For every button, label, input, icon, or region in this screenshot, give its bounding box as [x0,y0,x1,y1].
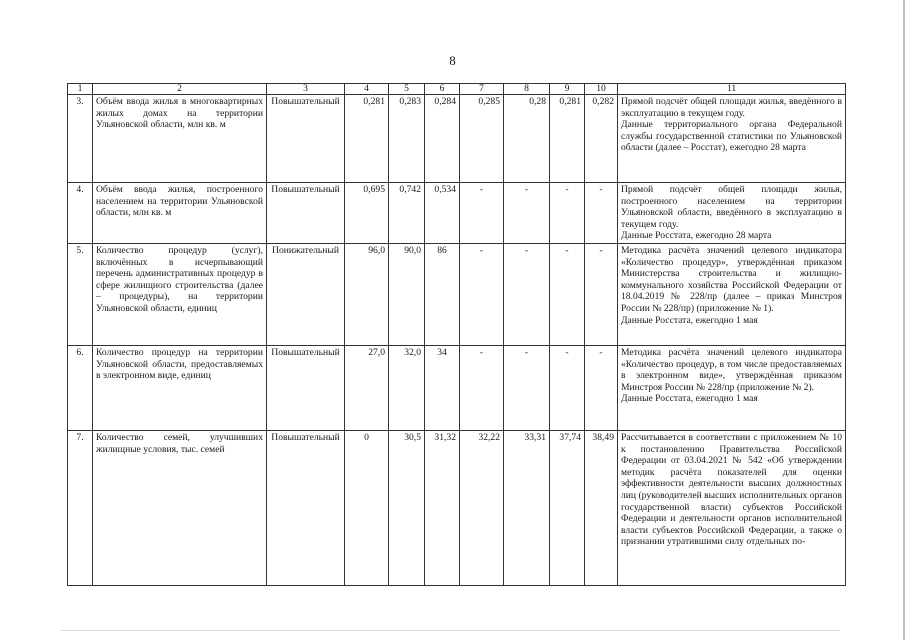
value-cell: 0,283 [389,95,425,183]
indicator-name: Объём ввода жилья, построенного населением на территории Ульяновской области, млн кв. м [93,183,267,244]
header-cell: 9 [550,84,585,95]
value-cell: - [460,183,504,244]
indicator-name: Объём ввода жилья в многоквартирных жилых домах на территории Ульяновской области, млн кв. м [93,95,267,183]
value-cell: 0 [345,430,389,585]
table-row [68,183,846,244]
value-cell: - [550,243,585,345]
value-cell: 33,31 [504,430,550,585]
method-text: Прямой подсчёт общей площади жилья, построенного населением на территории Ульяновской области, введённого в эксплуатацию в текущем году. [621,184,842,230]
header-cell: 5 [389,84,425,95]
row-number: 3. [68,95,93,183]
value-cell: 34 [425,345,460,430]
indicator-direction: Повышательный [267,430,345,585]
value-cell: 0,742 [389,183,425,244]
row-number: 6. [68,345,93,430]
header-cell: 10 [585,84,618,95]
value-cell: 0,281 [345,95,389,183]
header-cell: 8 [504,84,550,95]
header-cell: 6 [425,84,460,95]
value-cell: 30,5 [389,430,425,585]
value-cell: 0,695 [345,183,389,244]
header-row [68,84,846,95]
value-cell: 0,281 [550,95,585,183]
indicator-name: Количество процедур (услуг), включённых в исчерпывающий перечень административных процедур в сфере жилищного строительства (далее – процедуры), на территории Ульяновской области, единиц [93,243,267,345]
indicators-table [67,83,846,586]
table-row [68,95,846,183]
value-cell: 37,74 [550,430,585,585]
value-cell: 0,534 [425,183,460,244]
value-cell: 31,32 [425,430,460,585]
data-source-text: Данные Росстата, ежегодно 1 мая [621,314,758,326]
value-cell: 0,284 [425,95,460,183]
value-cell: - [585,183,618,244]
value-cell: 0,28 [504,95,550,183]
value-cell: 0,282 [585,95,618,183]
indicator-name: Количество процедур на территории Ульяновской области, предоставляемых в электронном виде, единиц [93,345,267,430]
header-cell: 7 [460,84,504,95]
scan-artifact [60,630,840,631]
method-text: Методика расчёта значений целевого индикатора «Количество процедур, в том числе предоставляемых в электронном виде», утверждённая приказом Минстроя России № 228/пр (приложение № 2). [621,346,842,393]
value-cell: 27,0 [345,345,389,430]
value-cell: - [460,243,504,345]
data-source-text: Данные территориального органа Федеральной службы государственной статистики по Ульяновской области (далее – Росстат), ежегодно 28 марта [621,119,842,154]
value-cell: - [504,183,550,244]
value-cell: 0,285 [460,95,504,183]
row-number: 7. [68,430,93,585]
row-number: 5. [68,243,93,345]
table-row [68,243,846,345]
method-text: Рассчитывается в соответствии с приложением № 10 к постановлению Правительства Российской Федерации от 03.04.2021 № 542 «Об утверждении методик расчёта показателей для оценки эффективности деятельности высших должностных лиц (руководителей высших исполнительных органов государственной власти) субъектов Российской Федерации и деятельности органов исполнительной власти субъектов Российской Федерации, а также о признании утратившими силу отдельных по- [621,431,842,548]
value-cell: - [550,345,585,430]
indicator-direction: Повышательный [267,183,345,244]
header-cell: 1 [68,84,93,95]
indicator-direction: Повышательный [267,95,345,183]
method-description [618,243,846,345]
table-row [68,430,846,585]
value-cell: - [504,345,550,430]
header-cell: 2 [93,84,267,95]
header-cell: 11 [618,84,846,95]
table-row [68,345,846,430]
value-cell: - [585,243,618,345]
method-description [618,183,846,244]
indicator-direction: Повышательный [267,345,345,430]
value-cell: 86 [425,243,460,345]
value-cell: - [585,345,618,430]
header-cell: 3 [267,84,345,95]
header-cell: 4 [345,84,389,95]
method-text: Методика расчёта значений целевого индикатора «Количество процедур», утверждённая приказом Министерства строительства и жилищно-коммунального хозяйства Российской Федерации от 18.04.2019 № 228/пр (далее – приказ Минстроя России № 228/пр) (приложение № 1). [621,244,842,314]
indicator-name: Количество семей, улучшивших жилищные условия, тыс. семей [93,430,267,585]
value-cell: - [504,243,550,345]
value-cell: 38,49 [585,430,618,585]
value-cell: - [460,345,504,430]
page-number: 8 [449,53,456,68]
value-cell: 96,0 [345,243,389,345]
data-source-text: Данные Росстата, ежегодно 1 мая [621,393,758,405]
value-cell: - [550,183,585,244]
value-cell: 32,0 [389,345,425,430]
row-number: 4. [68,183,93,244]
value-cell: 90,0 [389,243,425,345]
method-description [618,430,846,585]
method-description [618,345,846,430]
indicator-direction: Понижательный [267,243,345,345]
method-text: Прямой подсчёт общей площади жилья, введённого в эксплуатацию в текущем году. [621,96,842,119]
value-cell: 32,22 [460,430,504,585]
data-source-text: Данные Росстата, ежегодно 28 марта [621,230,772,242]
method-description [618,95,846,183]
